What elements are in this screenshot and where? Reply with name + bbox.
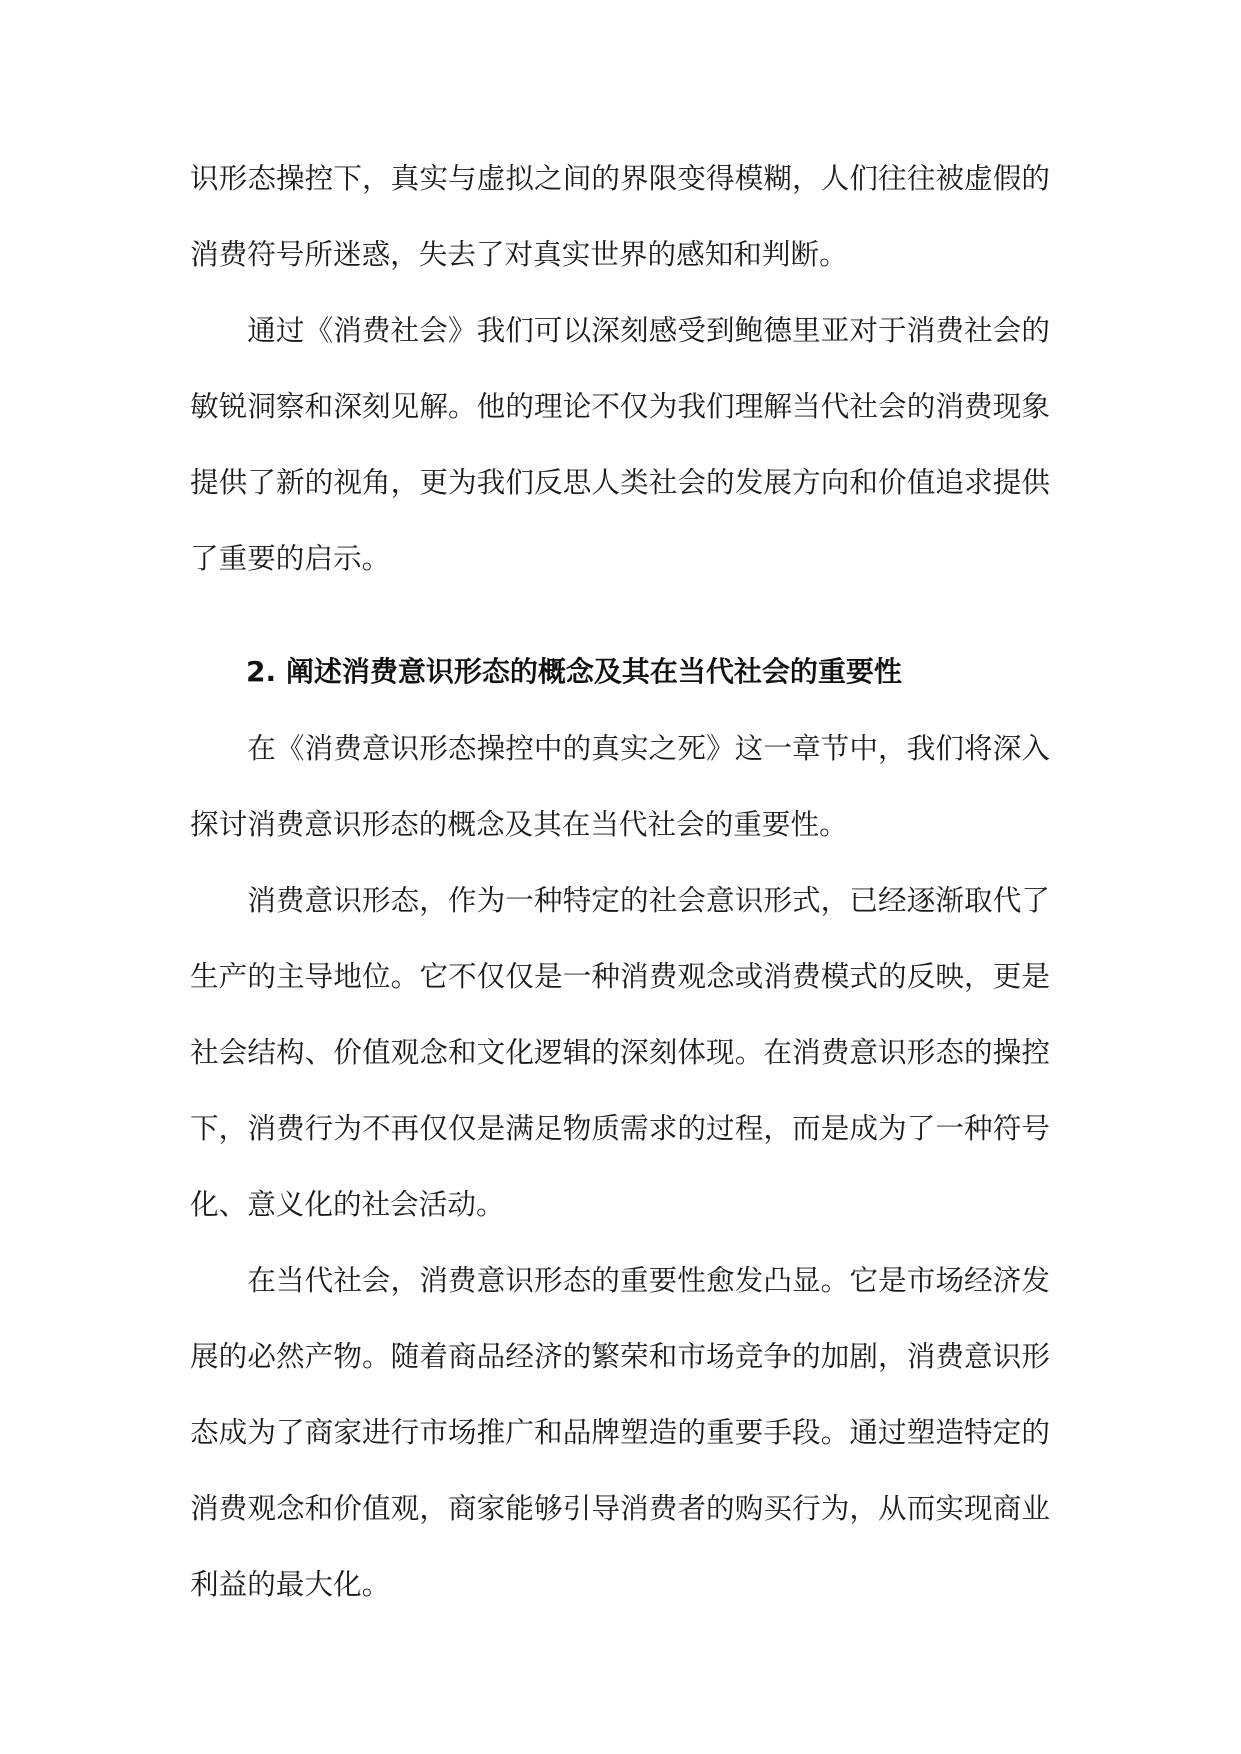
document-body <box>190 140 1050 1622</box>
paragraph-continuation: 识形态操控下，真实与虚拟之间的界限变得模糊，人们往往被虚假的消费符号所迷惑，失去了对真实世界的感知和判断。 <box>190 161 1050 271</box>
paragraph-ideology-definition: 消费意识形态，作为一种特定的社会意识形式，已经逐渐取代了生产的主导地位。它不仅仅是一种消费观念或消费模式的反映，更是社会结构、价值观念和文化逻辑的深刻体现。在消费意识形态的操控下，消费行为不再仅仅是满足物质需求的过程，而是成为了一种符号化、意义化的社会活动。 <box>190 883 1050 1221</box>
paragraph-chapter-intro: 在《消费意识形态操控中的真实之死》这一章节中，我们将深入探讨消费意识形态的概念及其在当代社会的重要性。 <box>190 731 1050 841</box>
section-heading: 2. 阐述消费意识形态的概念及其在当代社会的重要性 <box>246 655 902 688</box>
paragraph-consumer-society-summary: 通过《消费社会》我们可以深刻感受到鲍德里亚对于消费社会的敏锐洞察和深刻见解。他的理论不仅为我们理解当代社会的消费现象提供了新的视角，更为我们反思人类社会的发展方向和价值追求提供了重要的启示。 <box>190 313 1050 575</box>
paragraph-ideology-importance: 在当代社会，消费意识形态的重要性愈发凸显。它是市场经济发展的必然产物。随着商品经济的繁荣和市场竞争的加剧，消费意识形态成为了商家进行市场推广和品牌塑造的重要手段。通过塑造特定的消费观念和价值观，商家能够引导消费者的购买行为，从而实现商业利益的最大化。 <box>190 1263 1050 1601</box>
